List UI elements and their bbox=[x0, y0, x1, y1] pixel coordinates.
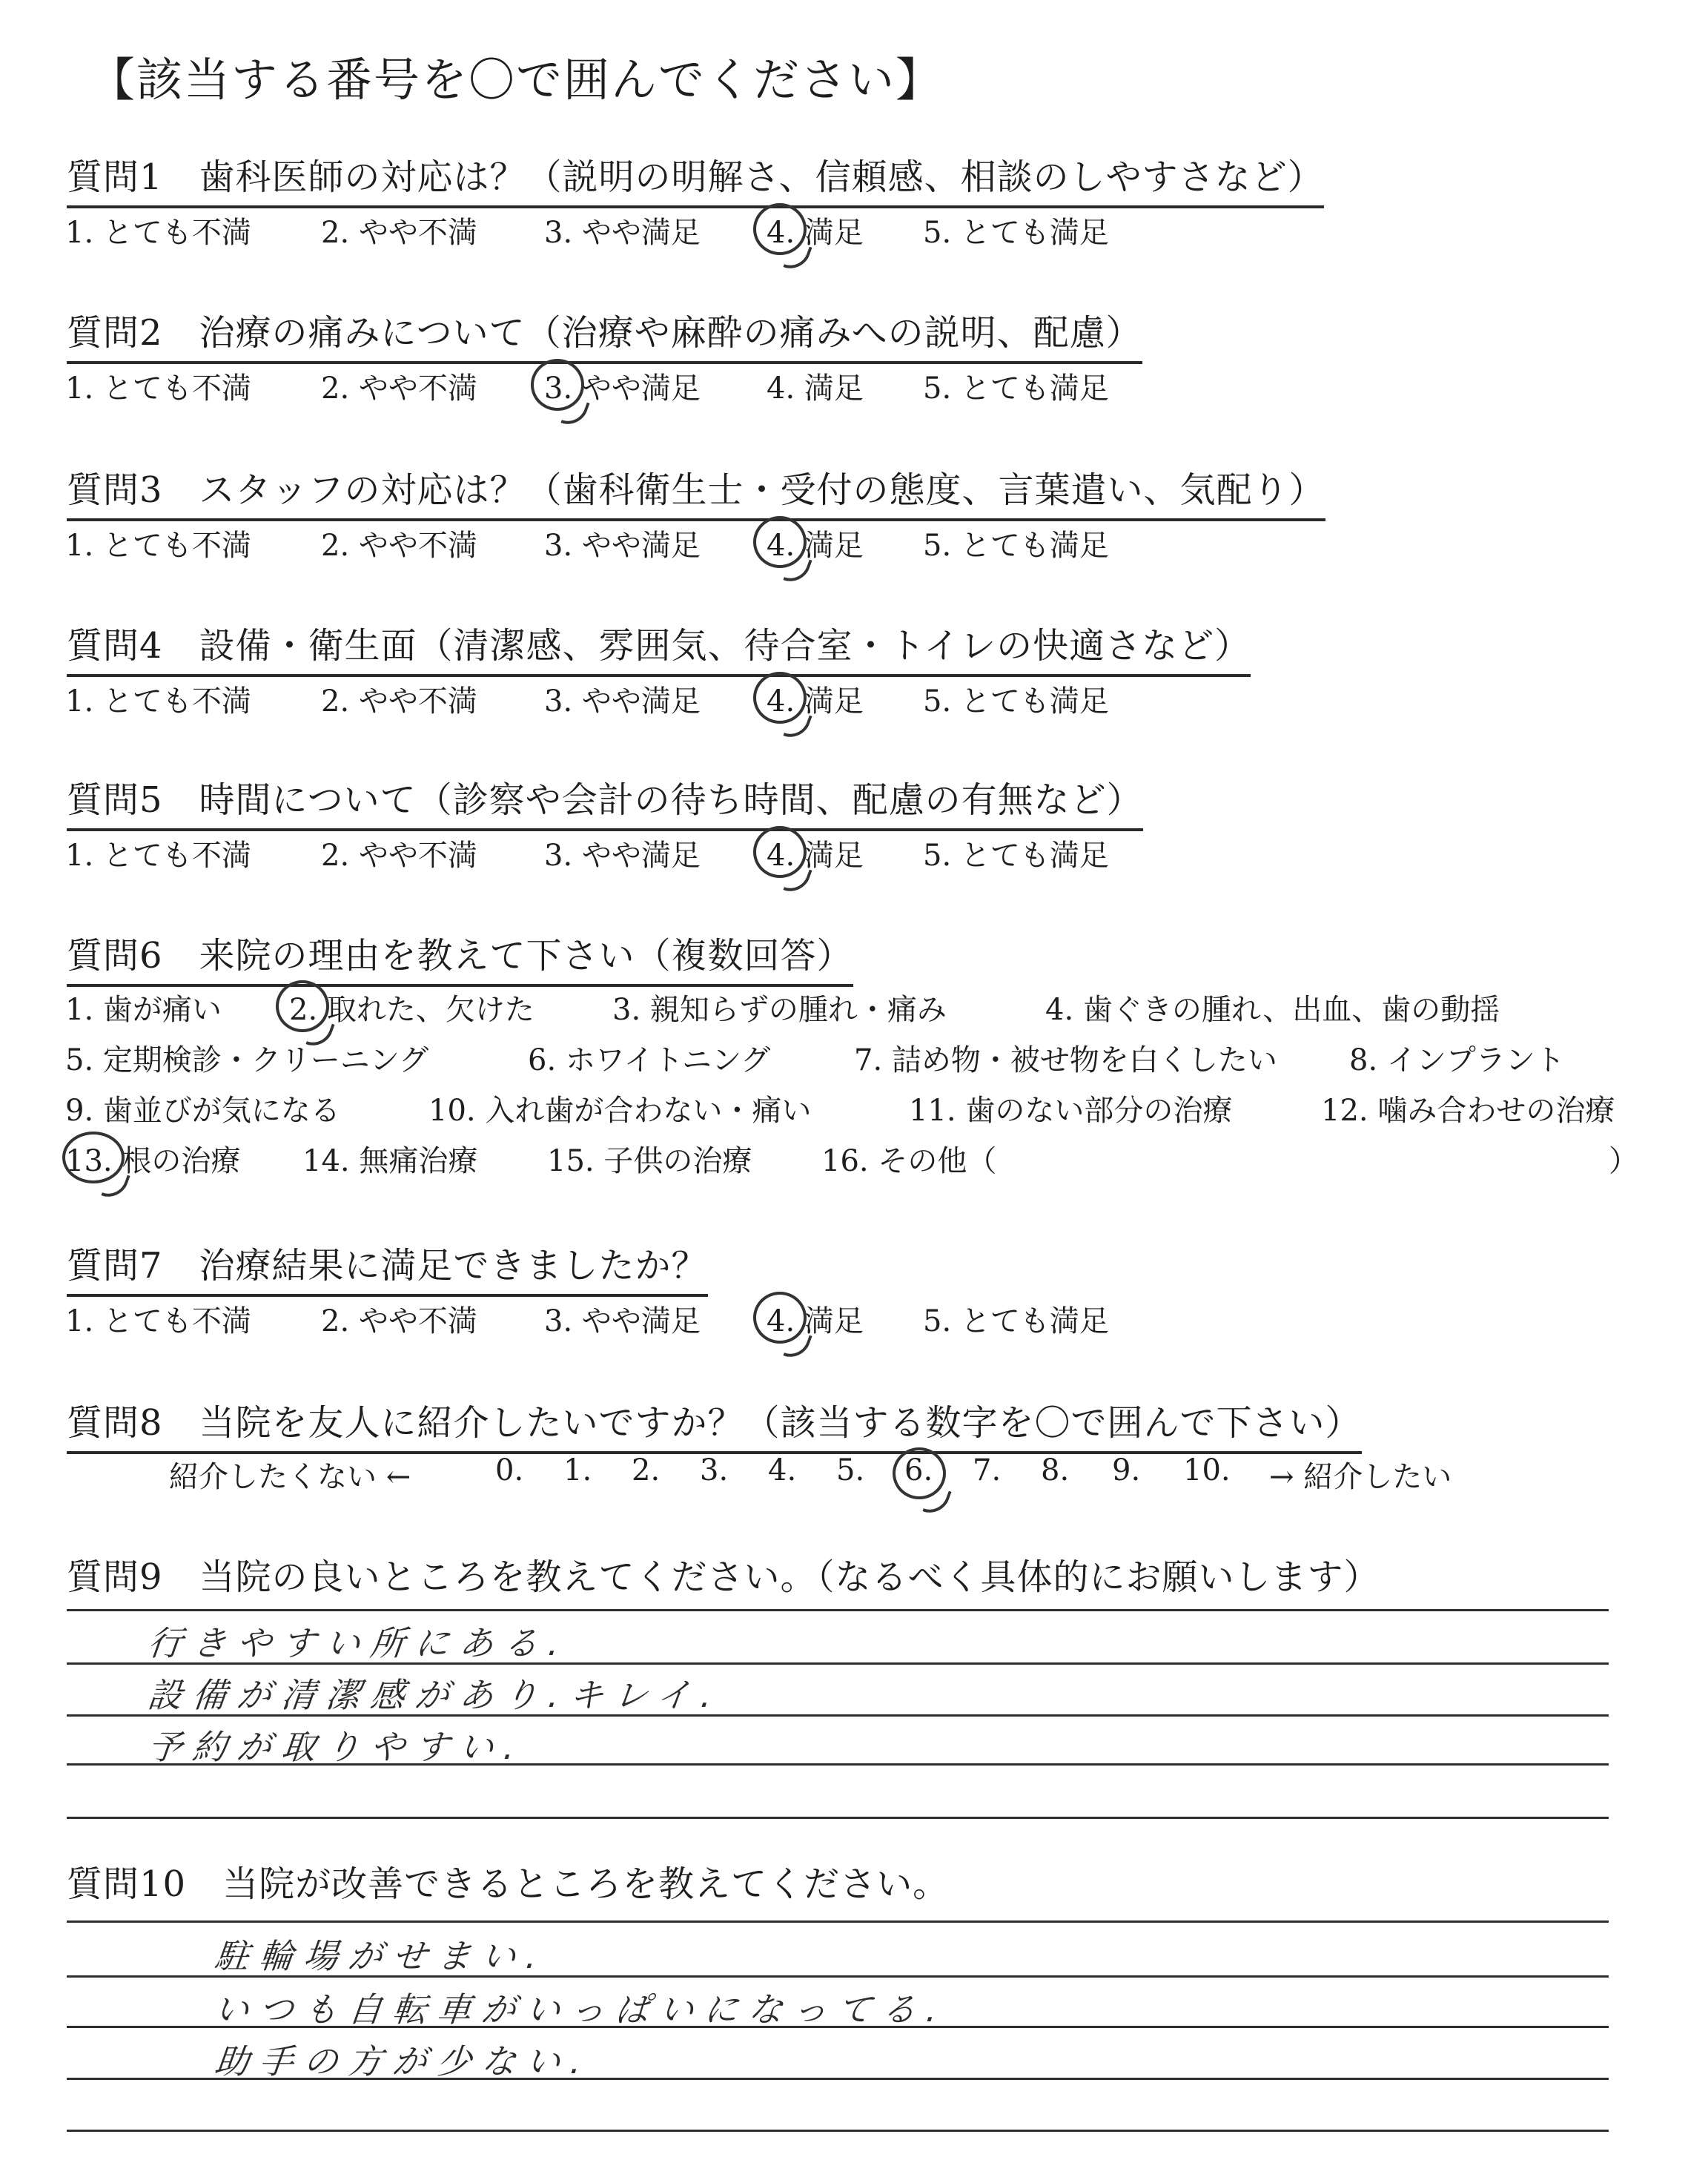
q1-option-5[interactable]: 5. とても満足 bbox=[923, 216, 1109, 250]
q1-option-4[interactable]: 4. 満足 bbox=[767, 216, 864, 250]
q9-answer-1: 行きやすい所にある. bbox=[145, 1623, 572, 1663]
q8-scale-10[interactable]: 10. bbox=[1183, 1453, 1231, 1487]
q6-option-1[interactable]: 1. 歯が痛い bbox=[65, 993, 222, 1027]
q2-option-5[interactable]: 5. とても満足 bbox=[923, 371, 1109, 406]
q1-option-2[interactable]: 2. やや不満 bbox=[321, 216, 477, 250]
q6-option-8[interactable]: 8. インプラント bbox=[1349, 1043, 1565, 1077]
answer-line bbox=[67, 1817, 1609, 1819]
q4-option-1[interactable]: 1. とても不満 bbox=[65, 684, 251, 719]
q2-option-3[interactable]: 3. やや満足 bbox=[544, 371, 701, 406]
q7-option-4[interactable]: 4. 満足 bbox=[767, 1304, 864, 1338]
q6-option-16[interactable]: 16. その他（ bbox=[821, 1144, 997, 1178]
q8-scale-4[interactable]: 4. bbox=[768, 1453, 797, 1487]
question-3-label: 質問3 スタッフの対応は？（歯科衛生士・受付の態度、言葉遣い、気配り） bbox=[67, 461, 1325, 521]
q1-option-1[interactable]: 1. とても不満 bbox=[65, 216, 251, 250]
q3-option-4[interactable]: 4. 満足 bbox=[767, 529, 864, 563]
q6-option-15[interactable]: 15. 子供の治療 bbox=[547, 1144, 752, 1178]
q1-option-3[interactable]: 3. やや満足 bbox=[544, 216, 701, 250]
q7-selection-circle bbox=[753, 1292, 807, 1344]
q6-option-10[interactable]: 10. 入れ歯が合わない・痛い bbox=[428, 1094, 812, 1128]
q8-scale-5[interactable]: 5. bbox=[836, 1453, 865, 1487]
q9-answer-3: 予約が取りやすい. bbox=[145, 1727, 528, 1767]
q2-option-2[interactable]: 2. やや不満 bbox=[321, 371, 477, 406]
question-6-label: 質問6 来院の理由を教えて下さい（複数回答） bbox=[67, 927, 853, 987]
q10-answer-2: いつも自転車がいっぱいになってる. bbox=[212, 1989, 950, 2029]
q4-option-5[interactable]: 5. とても満足 bbox=[923, 684, 1109, 719]
q6-selection-circle-13 bbox=[62, 1132, 125, 1183]
q4-selection-circle bbox=[753, 672, 807, 724]
question-7-label: 質問7 治療結果に満足できましたか？ bbox=[67, 1237, 708, 1297]
answer-line bbox=[67, 2130, 1609, 2132]
q6-option-13[interactable]: 13. 根の治療 bbox=[65, 1144, 241, 1178]
q6-option-6[interactable]: 6. ホワイトニング bbox=[528, 1043, 771, 1077]
q7-option-1[interactable]: 1. とても不満 bbox=[65, 1304, 251, 1338]
q6-option-3[interactable]: 3. 親知らずの腫れ・痛み bbox=[612, 993, 947, 1027]
question-10-label: 質問10 当院が改善できるところを教えてください。 bbox=[67, 1863, 950, 1905]
q8-scale-2[interactable]: 2. bbox=[632, 1453, 661, 1487]
q5-selection-circle bbox=[753, 826, 807, 878]
q3-selection-circle bbox=[753, 516, 807, 568]
q8-selection-circle bbox=[893, 1447, 946, 1499]
q8-scale-6[interactable]: 6. bbox=[904, 1453, 933, 1487]
q6-option-7[interactable]: 7. 詰め物・被せ物を白くしたい bbox=[854, 1043, 1277, 1077]
question-5-label: 質問5 時間について（診察や会計の待ち時間、配慮の有無など） bbox=[67, 771, 1143, 831]
question-9-label: 質問9 当院の良いところを教えてください。（なるべく具体的にお願いします） bbox=[67, 1556, 1380, 1598]
q6-other-close: ） bbox=[1609, 1144, 1638, 1178]
q7-option-2[interactable]: 2. やや不満 bbox=[321, 1304, 477, 1338]
q8-scale-8[interactable]: 8. bbox=[1041, 1453, 1070, 1487]
q10-answer-3: 助手の方が少ない. bbox=[212, 2041, 595, 2081]
q6-option-14[interactable]: 14. 無痛治療 bbox=[302, 1144, 478, 1178]
q3-option-1[interactable]: 1. とても不満 bbox=[65, 529, 251, 563]
q8-scale-0[interactable]: 0. bbox=[495, 1453, 524, 1487]
q6-option-9[interactable]: 9. 歯並びが気になる bbox=[65, 1094, 340, 1128]
question-4-label: 質問4 設備・衛生面（清潔感、雰囲気、待合室・トイレの快適さなど） bbox=[67, 617, 1251, 677]
q5-option-2[interactable]: 2. やや不満 bbox=[321, 839, 477, 873]
q6-option-12[interactable]: 12. 噛み合わせの治療 bbox=[1321, 1094, 1615, 1128]
q4-option-2[interactable]: 2. やや不満 bbox=[321, 684, 477, 719]
q8-scale-1[interactable]: 1. bbox=[563, 1453, 592, 1487]
question-8-label: 質問8 当院を友人に紹介したいですか？（該当する数字を〇で囲んで下さい） bbox=[67, 1394, 1362, 1454]
question-2-label: 質問2 治療の痛みについて（治療や麻酔の痛みへの説明、配慮） bbox=[67, 304, 1142, 364]
q3-option-5[interactable]: 5. とても満足 bbox=[923, 529, 1109, 563]
q8-scale-9[interactable]: 9. bbox=[1112, 1453, 1141, 1487]
q4-option-3[interactable]: 3. やや満足 bbox=[544, 684, 701, 719]
q8-right-label: → 紹介したい bbox=[1269, 1460, 1452, 1494]
q6-option-5[interactable]: 5. 定期検診・クリーニング bbox=[65, 1043, 429, 1077]
q6-selection-circle-2 bbox=[276, 980, 329, 1032]
q8-scale-7[interactable]: 7. bbox=[973, 1453, 1002, 1487]
q6-option-4[interactable]: 4. 歯ぐきの腫れ、出血、歯の動揺 bbox=[1045, 993, 1500, 1027]
q5-option-1[interactable]: 1. とても不満 bbox=[65, 839, 251, 873]
q3-option-3[interactable]: 3. やや満足 bbox=[544, 529, 701, 563]
q4-option-4[interactable]: 4. 満足 bbox=[767, 684, 864, 719]
q2-option-4[interactable]: 4. 満足 bbox=[767, 371, 864, 406]
q5-option-4[interactable]: 4. 満足 bbox=[767, 839, 864, 873]
q5-option-3[interactable]: 3. やや満足 bbox=[544, 839, 701, 873]
q1-selection-circle bbox=[753, 203, 807, 255]
q6-option-2[interactable]: 2. 取れた、欠けた bbox=[289, 993, 534, 1027]
q8-scale-3[interactable]: 3. bbox=[700, 1453, 729, 1487]
page-title: 【該当する番号を〇で囲んでください】 bbox=[89, 53, 944, 107]
q10-answer-1: 駐輪場がせまい. bbox=[212, 1936, 550, 1976]
q9-answer-2: 設備が清潔感があり.キレイ. bbox=[145, 1675, 725, 1715]
question-1-label: 質問1 歯科医師の対応は？（説明の明解さ、信頼感、相談のしやすさなど） bbox=[67, 148, 1324, 208]
q2-option-1[interactable]: 1. とても不満 bbox=[65, 371, 251, 406]
q8-left-label: 紹介したくない ← bbox=[169, 1460, 411, 1494]
q6-option-11[interactable]: 11. 歯のない部分の治療 bbox=[909, 1094, 1233, 1128]
q7-option-5[interactable]: 5. とても満足 bbox=[923, 1304, 1109, 1338]
answer-line bbox=[67, 1920, 1609, 1923]
answer-line bbox=[67, 1609, 1609, 1611]
q7-option-3[interactable]: 3. やや満足 bbox=[544, 1304, 701, 1338]
q3-option-2[interactable]: 2. やや不満 bbox=[321, 529, 477, 563]
q5-option-5[interactable]: 5. とても満足 bbox=[923, 839, 1109, 873]
q2-selection-circle bbox=[531, 359, 584, 411]
